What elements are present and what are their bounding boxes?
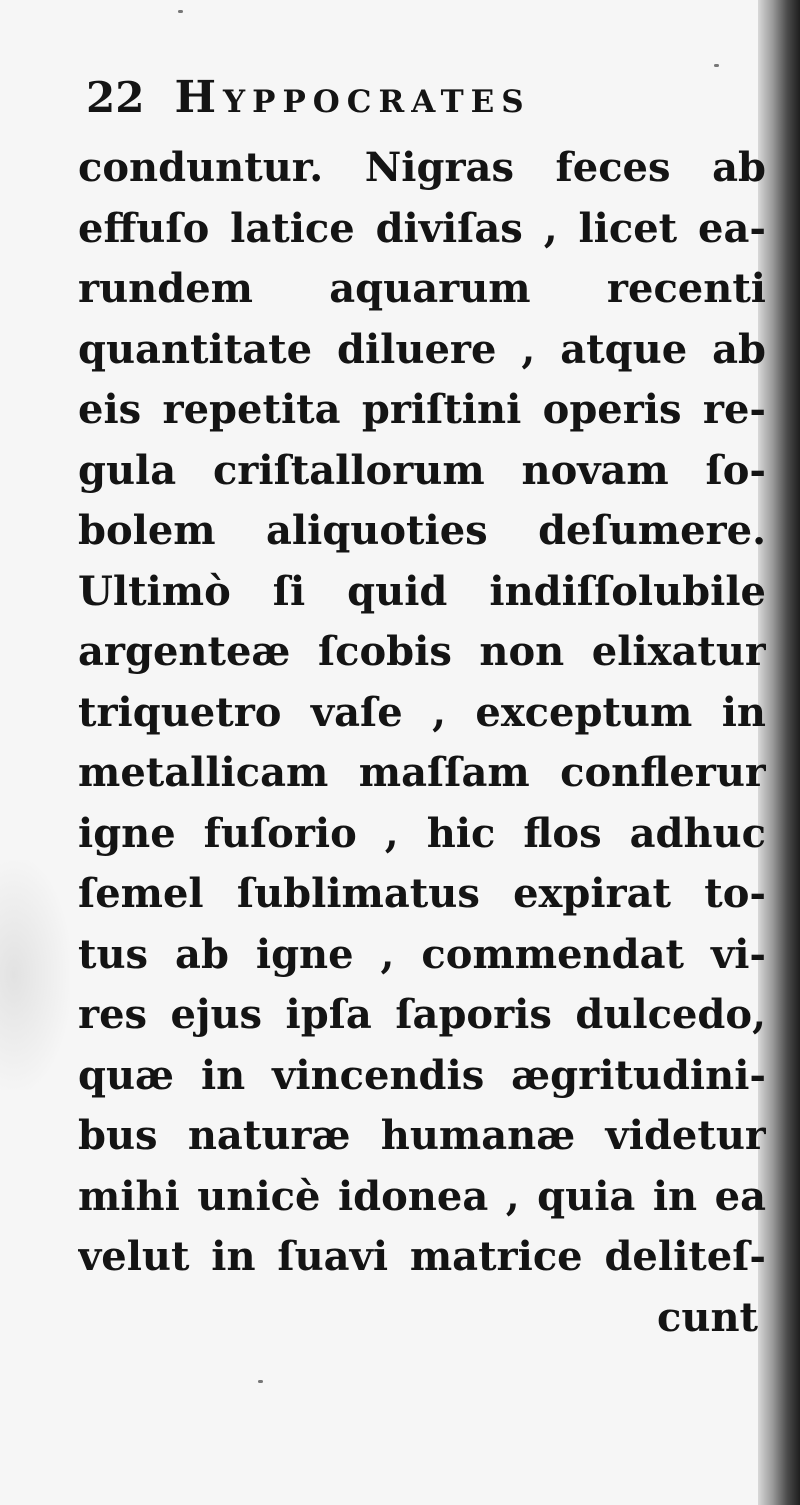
text-line: rundem aquarum recenti [78, 265, 766, 312]
text-line: quantitate diluere , atque ab [78, 325, 766, 373]
page-text [78, 72, 766, 1348]
text-line: eis repetita priſtini operis re- [78, 386, 766, 433]
text-line: tus ab igne , commendat vi- [78, 930, 766, 978]
text-line: triquetro vaſe , exceptum in [78, 688, 766, 736]
paper-stain [0, 860, 70, 1090]
ink-speck [178, 10, 183, 13]
text-line: effuſo latice diviſas , licet ea- [78, 204, 766, 252]
text-line: quæ in vincendis ægritudini- [78, 1051, 766, 1099]
text-line: igne fuſorio , hic flos adhuc [78, 809, 766, 857]
text-line: conduntur. Nigras feces ab [78, 144, 766, 191]
text-line: Ultimò ſi quid indiſſolubile [78, 567, 766, 615]
page-number: 22 [86, 73, 145, 122]
text-line: ſemel ſublimatus expirat to- [78, 870, 766, 917]
text-line: metallicam maſſam conflerur [78, 749, 766, 796]
text-line: res ejus ipſa ſaporis dulcedo, [78, 991, 766, 1038]
running-title: Hyppocrates [174, 72, 531, 123]
ink-speck [258, 1380, 263, 1383]
page-header [78, 72, 766, 138]
body-text [78, 138, 766, 1348]
catchword: cunt [657, 1293, 758, 1341]
text-line: velut in ſuavi matrice deliteſ- [78, 1233, 766, 1280]
ink-speck [714, 64, 719, 67]
text-line: bus naturæ humanæ videtur [78, 1112, 766, 1159]
text-line: mihi unicè idonea , quia in ea [78, 1172, 766, 1220]
text-line: argenteæ ſcobis non elixatur [78, 628, 766, 675]
text-line: bolem aliquoties deſumere. [78, 507, 766, 554]
text-line: gula criſtallorum novam ſo- [78, 446, 766, 494]
